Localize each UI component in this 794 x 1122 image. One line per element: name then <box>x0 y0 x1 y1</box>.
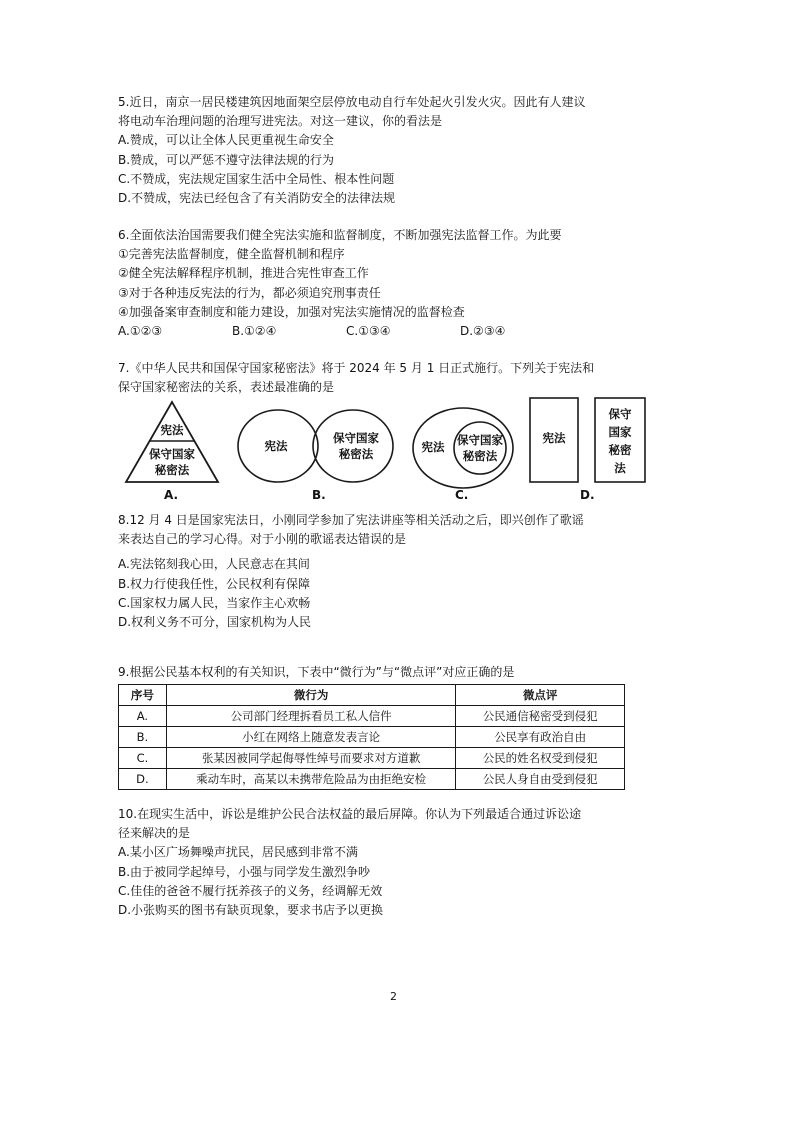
table-cell: 公民人身自由受到侵犯 <box>456 769 625 790</box>
question-stem: 7.《中华人民共和国保守国家秘密法》将于 2024 年 5 月 1 日正式施行。下列关于宪法和 <box>118 361 595 375</box>
table-cell: 公司部门经理拆看员工私人信件 <box>166 706 456 727</box>
question-stem: 径来解决的是 <box>118 826 191 841</box>
caption-d: D. <box>580 488 595 502</box>
option-a: A.①②③ <box>118 323 163 338</box>
table-cell: 乘动车时，高某以未携带危险品为由拒绝安检 <box>166 769 456 790</box>
question-7 <box>118 359 658 397</box>
caption-a: A. <box>164 488 179 502</box>
diagram-b-right-label-1: 保守国家 <box>333 431 379 445</box>
diagram-b-left-label: 宪法 <box>264 439 288 453</box>
diagram-b <box>238 410 393 482</box>
question-5 <box>118 93 658 208</box>
diagram-d <box>530 398 645 482</box>
option-a: A.某小区广场舞噪声扰民，居民感到非常不满 <box>118 845 358 860</box>
diagram-d-right-label-2: 国家 <box>608 425 632 439</box>
diagram-d-right-label-1: 保守 <box>608 407 632 421</box>
options-row <box>118 322 658 341</box>
question-6 <box>118 226 658 341</box>
table-row <box>119 727 625 748</box>
table-cell: C. <box>119 748 167 769</box>
table-cell: A. <box>119 706 167 727</box>
question-9 <box>118 663 658 682</box>
item-2: ②健全宪法解释程序机制，推进合宪性审查工作 <box>118 266 369 281</box>
page-number: 2 <box>390 990 397 1003</box>
item-4: ④加强备案审查制度和能力建设，加强对宪法实施情况的监督检查 <box>118 304 465 319</box>
table-header: 微行为 <box>166 685 456 706</box>
option-b: B.①②④ <box>232 323 277 338</box>
caption-c: C. <box>455 488 469 502</box>
diagram-d-left-label: 宪法 <box>542 431 566 445</box>
diagram-a-bottom-label-2: 秘密法 <box>154 463 190 477</box>
option-a: A.宪法铭刻我心田，人民意志在其间 <box>118 557 310 572</box>
question-stem: 来表达自己的学习心得。对于小刚的歌谣表达错误的是 <box>118 532 407 547</box>
option-c: C.佳佳的爸爸不履行抚养孩子的义务，经调解无效 <box>118 883 383 898</box>
diagram-a <box>126 402 218 482</box>
table-header: 序号 <box>119 685 167 706</box>
item-3: ③对于各种违反宪法的行为，都必须追究刑事责任 <box>118 285 381 300</box>
question-stem: 保守国家秘密法的关系，表述最准确的是 <box>118 380 335 395</box>
option-d: D.权利义务不可分，国家机构为人民 <box>118 614 312 629</box>
table-row <box>119 769 625 790</box>
diagram-a-top-label: 宪法 <box>160 423 184 437</box>
table-cell: 公民的姓名权受到侵犯 <box>456 748 625 769</box>
question-stem: 9.根据公民基本权利的有关知识，下表中“微行为”与“微点评”对应正确的是 <box>118 665 515 679</box>
option-d: D.小张购买的图书有缺页现象，要求书店予以更换 <box>118 902 384 917</box>
option-c: C.①③④ <box>346 323 391 338</box>
question-8 <box>118 511 658 632</box>
caption-b: B. <box>312 488 326 502</box>
table-cell: 张某因被同学起侮辱性绰号而要求对方道歉 <box>166 748 456 769</box>
question-stem: 5.近日，南京一居民楼建筑因地面架空层停放电动自行车处起火引发火灾。因此有人建议 <box>118 95 586 109</box>
table-cell: D. <box>119 769 167 790</box>
option-b: B.由于被同学起绰号，小强与同学发生激烈争吵 <box>118 864 371 879</box>
question-9-table <box>118 684 625 790</box>
option-d: D.不赞成，宪法已经包含了有关消防安全的法律法规 <box>118 190 396 205</box>
diagram-c <box>413 408 513 488</box>
table-cell: 小红在网络上随意发表言论 <box>166 727 456 748</box>
table-cell: B. <box>119 727 167 748</box>
diagram-d-right-label-3: 秘密 <box>608 443 632 457</box>
table-cell: 公民享有政治自由 <box>456 727 625 748</box>
diagram-c-inner-label-1: 保守国家 <box>457 433 503 447</box>
diagram-b-right-label-2: 秘密法 <box>338 447 374 461</box>
question-7-diagrams <box>118 396 658 508</box>
table-row <box>119 748 625 769</box>
question-10 <box>118 805 658 920</box>
item-1: ①完善宪法监督制度，健全监督机制和程序 <box>118 247 345 262</box>
table-header: 微点评 <box>456 685 625 706</box>
question-stem: 10.在现实生活中，诉讼是维护公民合法权益的最后屏障。你认为下列最适合通过诉讼途 <box>118 807 582 821</box>
diagram-c-inner-label-2: 秘密法 <box>462 449 498 463</box>
option-c: C.不赞成，宪法规定国家生活中全局性、根本性问题 <box>118 171 395 186</box>
diagram-a-bottom-label-1: 保守国家 <box>149 447 195 461</box>
question-stem: 8.12 月 4 日是国家宪法日，小刚同学参加了宪法讲座等相关活动之后，即兴创作了歌谣 <box>118 513 584 527</box>
option-d: D.②③④ <box>460 323 506 338</box>
table-row <box>119 706 625 727</box>
table-header-row <box>119 685 625 706</box>
option-b: B.赞成，可以严惩不遵守法律法规的行为 <box>118 152 335 167</box>
question-stem: 6.全面依法治国需要我们健全宪法实施和监督制度，不断加强宪法监督工作。为此要 <box>118 228 562 242</box>
option-a: A.赞成，可以让全体人民更重视生命安全 <box>118 133 334 148</box>
diagram-d-right-label-4: 法 <box>614 461 626 475</box>
option-c: C.国家权力属人民，当家作主心欢畅 <box>118 595 311 610</box>
option-b: B.权力行使我任性，公民权利有保障 <box>118 576 311 591</box>
question-stem: 将电动车治理问题的治理写进宪法。对这一建议，你的看法是 <box>118 114 443 129</box>
diagram-svg <box>118 396 658 508</box>
diagram-c-outer-label: 宪法 <box>421 440 445 454</box>
table-cell: 公民通信秘密受到侵犯 <box>456 706 625 727</box>
